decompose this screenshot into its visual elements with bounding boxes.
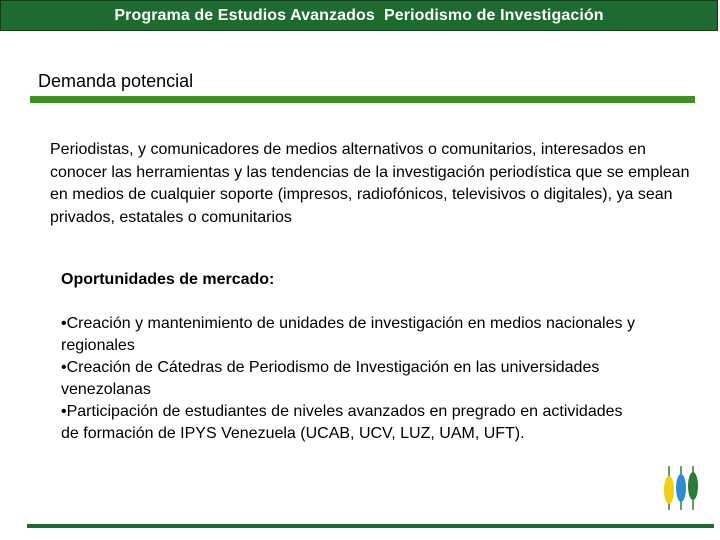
- list-item: •Creación de Cátedras de Periodismo de Investigación en las universidades venezolanas: [61, 359, 600, 399]
- opportunities-heading: Oportunidades de mercado:: [61, 271, 275, 288]
- intro-paragraph: Periodistas, y comunicadores de medios alternativos o comunitarios, interesados en conocer las herramientas y las tendencias de la investigación periodística que se emplean en medios de cualquier soporte (impresos, radiofónicos, televisivos o digitales), ya sean privados, estatales o comunitarios: [50, 141, 690, 226]
- top-divider: [30, 96, 695, 103]
- list-item: •Participación de estudiantes de niveles avanzados en pregrado en actividades de formación de IPYS Venezuela (UCAB, UCV, LUZ, UAM, UFT).: [61, 403, 623, 443]
- bottom-divider: [27, 524, 714, 528]
- list-item: •Creación y mantenimiento de unidades de investigación en medios nacionales y regionales: [61, 315, 635, 355]
- logo-leaf-blue: [676, 474, 686, 502]
- logo-leaf-green: [688, 472, 698, 500]
- ipys-logo-icon: [660, 464, 706, 512]
- opportunities-list: [61, 313, 641, 446]
- logo-leaf-yellow: [664, 476, 674, 504]
- header-title: Programa de Estudios Avanzados Periodismo de Investigación: [114, 6, 604, 24]
- header-bar: [0, 0, 718, 31]
- section-title: Demanda potencial: [38, 71, 194, 91]
- logo-graphic: [660, 464, 706, 512]
